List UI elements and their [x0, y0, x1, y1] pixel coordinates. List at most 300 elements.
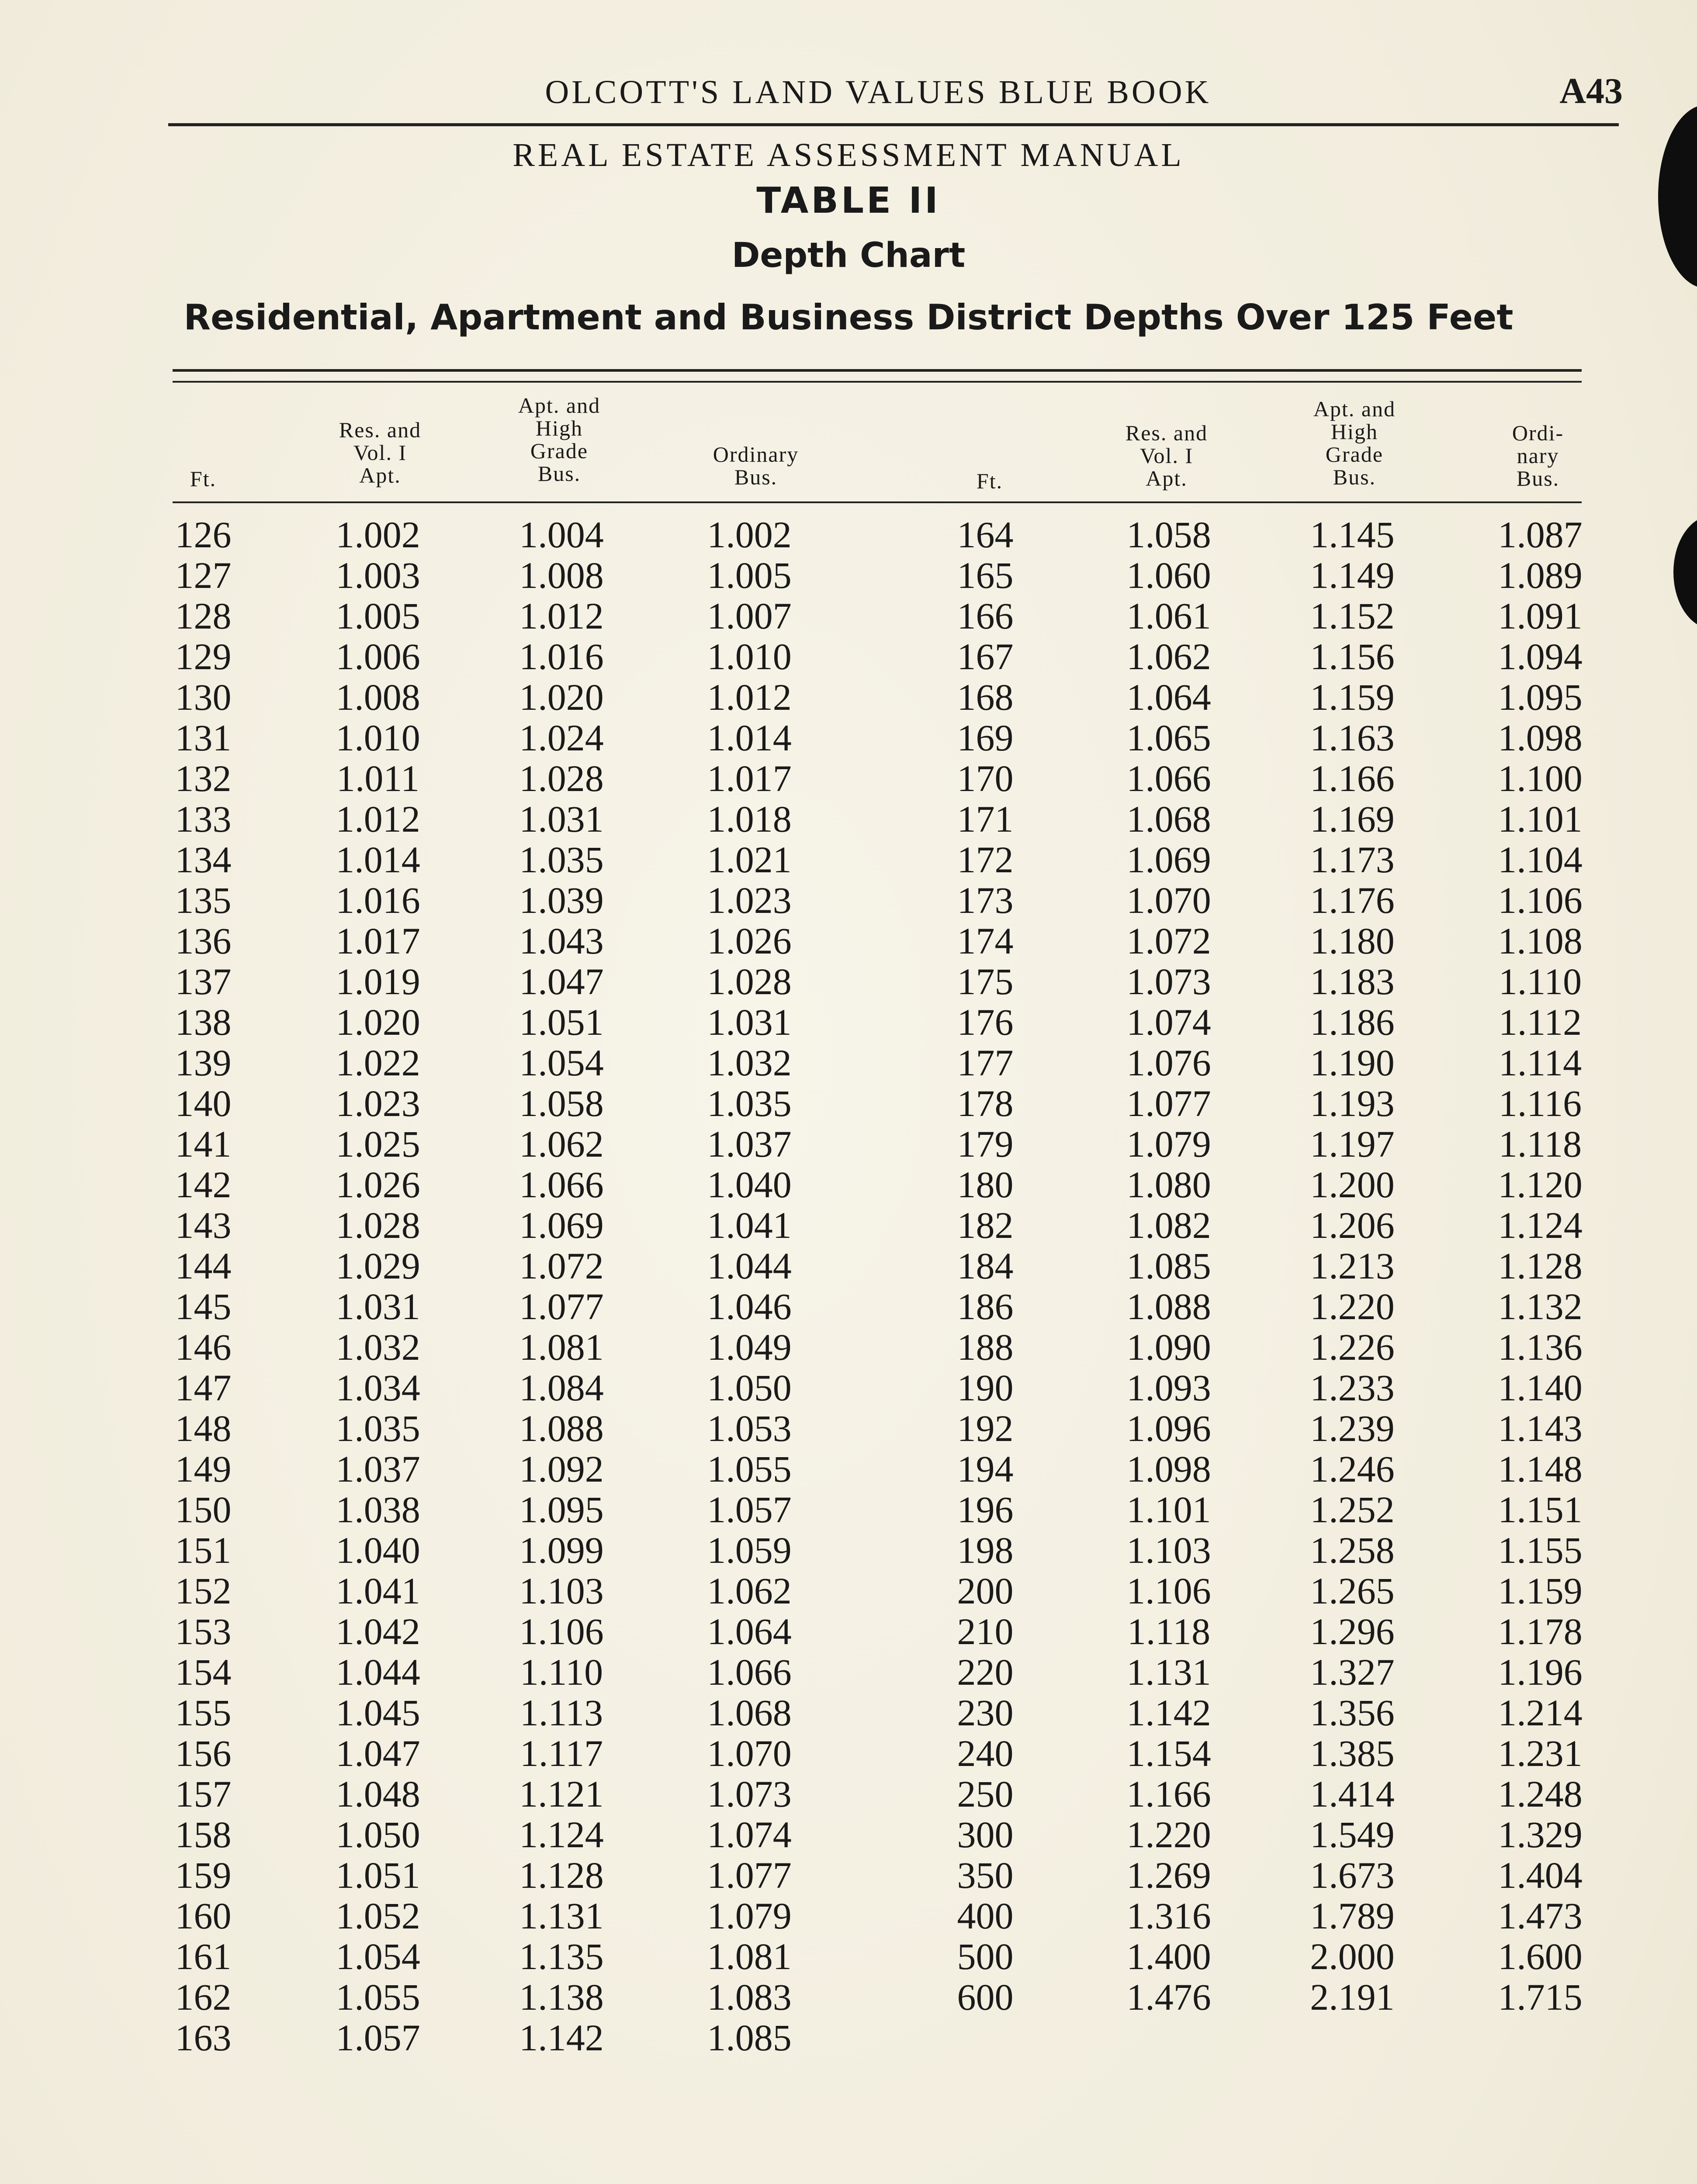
ordinary-bus-cell: 1.106	[1498, 879, 1583, 921]
depth-ft-cell: 167	[957, 636, 1014, 677]
ordinary-bus-cell: 1.404	[1498, 1854, 1583, 1896]
res-apt-cell: 1.031	[336, 1286, 420, 1327]
depth-ft-cell: 500	[957, 1935, 1014, 1977]
col-header-ft-right: Ft.	[976, 469, 1003, 493]
res-apt-cell: 1.077	[1126, 1082, 1211, 1124]
depth-ft-cell: 138	[175, 1001, 232, 1043]
ordinary-bus-cell: 1.083	[707, 1976, 792, 2018]
depth-ft-cell: 166	[957, 595, 1014, 637]
res-apt-cell: 1.166	[1126, 1773, 1211, 1815]
apt-high-grade-cell: 2.000	[1310, 1935, 1395, 1977]
depth-ft-cell: 164	[957, 514, 1014, 556]
ordinary-bus-cell: 1.600	[1498, 1935, 1583, 1977]
res-apt-cell: 1.476	[1126, 1976, 1211, 2018]
res-apt-cell: 1.055	[336, 1976, 420, 2018]
res-apt-cell: 1.035	[336, 1407, 420, 1449]
depth-ft-cell: 220	[957, 1651, 1014, 1693]
apt-high-grade-cell: 1.113	[519, 1692, 603, 1734]
ordinary-bus-cell: 1.040	[707, 1164, 792, 1206]
res-apt-cell: 1.003	[336, 554, 420, 596]
depth-ft-cell: 152	[175, 1570, 232, 1612]
res-apt-cell: 1.028	[336, 1204, 420, 1246]
res-apt-cell: 1.005	[336, 595, 420, 637]
res-apt-cell: 1.072	[1126, 920, 1211, 962]
apt-high-grade-cell: 1.197	[1310, 1123, 1395, 1165]
res-apt-cell: 1.012	[336, 798, 420, 840]
res-apt-cell: 1.073	[1126, 961, 1211, 1002]
apt-high-grade-cell: 1.020	[519, 676, 604, 718]
depth-ft-cell: 180	[957, 1164, 1014, 1206]
depth-ft-cell: 144	[175, 1245, 232, 1287]
depth-ft-cell: 137	[175, 961, 232, 1002]
apt-high-grade-cell: 1.047	[519, 961, 604, 1002]
apt-high-grade-cell: 1.156	[1310, 636, 1395, 677]
res-apt-cell: 1.040	[336, 1529, 420, 1571]
res-apt-cell: 1.019	[336, 961, 420, 1002]
col-header-apt-left: Apt. and High Grade Bus.	[518, 393, 601, 486]
res-apt-cell: 1.070	[1126, 879, 1211, 921]
depth-ft-cell: 230	[957, 1692, 1014, 1734]
depth-ft-cell: 184	[957, 1245, 1014, 1287]
res-apt-cell: 1.065	[1126, 717, 1211, 759]
depth-ft-cell: 240	[957, 1732, 1014, 1774]
apt-high-grade-cell: 1.213	[1310, 1245, 1395, 1287]
res-apt-cell: 1.050	[336, 1814, 420, 1856]
depth-ft-cell: 194	[957, 1448, 1014, 1490]
ordinary-bus-cell: 1.031	[707, 1001, 792, 1043]
res-apt-cell: 1.047	[336, 1732, 420, 1774]
apt-high-grade-cell: 1.066	[519, 1164, 604, 1206]
column-header-rule	[173, 501, 1582, 503]
res-apt-cell: 1.044	[336, 1651, 420, 1693]
depth-ft-cell: 150	[175, 1489, 232, 1531]
ordinary-bus-cell: 1.068	[707, 1692, 792, 1734]
ordinary-bus-cell: 1.077	[707, 1854, 792, 1896]
res-apt-cell: 1.020	[336, 1001, 420, 1043]
apt-high-grade-cell: 1.051	[519, 1001, 604, 1043]
depth-ft-cell: 182	[957, 1204, 1014, 1246]
apt-high-grade-cell: 1.043	[519, 920, 604, 962]
apt-high-grade-cell: 1.138	[519, 1976, 604, 2018]
ordinary-bus-cell: 1.018	[707, 798, 792, 840]
depth-ft-cell: 132	[175, 757, 232, 799]
depth-ft-cell: 175	[957, 961, 1014, 1002]
apt-high-grade-cell: 1.092	[519, 1448, 604, 1490]
res-apt-cell: 1.154	[1126, 1732, 1211, 1774]
ordinary-bus-cell: 1.128	[1498, 1245, 1583, 1287]
depth-ft-cell: 400	[957, 1895, 1014, 1937]
res-apt-cell: 1.096	[1126, 1407, 1211, 1449]
res-apt-cell: 1.269	[1126, 1854, 1211, 1896]
res-apt-cell: 1.060	[1126, 554, 1211, 596]
res-apt-cell: 1.066	[1126, 757, 1211, 799]
ordinary-bus-cell: 1.032	[707, 1042, 792, 1084]
apt-high-grade-cell: 1.016	[519, 636, 604, 677]
col-header-apt-right: Apt. and High Grade Bus.	[1313, 397, 1396, 489]
apt-high-grade-cell: 1.385	[1310, 1732, 1395, 1774]
apt-high-grade-cell: 1.012	[519, 595, 604, 637]
depth-ft-cell: 136	[175, 920, 232, 962]
ordinary-bus-cell: 1.007	[707, 595, 792, 637]
ordinary-bus-cell: 1.074	[707, 1814, 792, 1856]
apt-high-grade-cell: 1.008	[519, 554, 604, 596]
apt-high-grade-cell: 1.069	[519, 1204, 604, 1246]
depth-ft-cell: 159	[175, 1854, 232, 1896]
apt-high-grade-cell: 1.220	[1310, 1286, 1395, 1327]
table-top-rule-thin	[173, 381, 1582, 383]
ordinary-bus-cell: 1.095	[1498, 676, 1583, 718]
apt-high-grade-cell: 1.159	[1310, 676, 1395, 718]
ordinary-bus-cell: 1.155	[1498, 1529, 1583, 1571]
res-apt-cell: 1.220	[1126, 1814, 1211, 1856]
res-apt-cell: 1.010	[336, 717, 420, 759]
apt-high-grade-cell: 1.028	[519, 757, 604, 799]
res-apt-cell: 1.006	[336, 636, 420, 677]
ordinary-bus-cell: 1.028	[707, 961, 792, 1002]
apt-high-grade-cell: 1.190	[1310, 1042, 1395, 1084]
depth-ft-cell: 148	[175, 1407, 232, 1449]
apt-high-grade-cell: 1.673	[1310, 1854, 1395, 1896]
col-header-res-left: Res. and Vol. I Apt.	[339, 418, 422, 487]
ordinary-bus-cell: 1.014	[707, 717, 792, 759]
res-apt-cell: 1.062	[1126, 636, 1211, 677]
res-apt-cell: 1.069	[1126, 839, 1211, 881]
ordinary-bus-cell: 1.005	[707, 554, 792, 596]
col-header-ft-left: Ft.	[190, 467, 217, 491]
res-apt-cell: 1.074	[1126, 1001, 1211, 1043]
res-apt-cell: 1.054	[336, 1935, 420, 1977]
res-apt-cell: 1.090	[1126, 1326, 1211, 1368]
apt-high-grade-cell: 1.193	[1310, 1082, 1395, 1124]
res-apt-cell: 1.131	[1126, 1651, 1211, 1693]
depth-ft-cell: 130	[175, 676, 232, 718]
apt-high-grade-cell: 1.031	[519, 798, 604, 840]
res-apt-cell: 1.142	[1126, 1692, 1211, 1734]
depth-ft-cell: 172	[957, 839, 1014, 881]
ordinary-bus-cell: 1.041	[707, 1204, 792, 1246]
apt-high-grade-cell: 1.131	[519, 1895, 604, 1937]
depth-ft-cell: 157	[175, 1773, 232, 1815]
res-apt-cell: 1.017	[336, 920, 420, 962]
ordinary-bus-cell: 1.214	[1498, 1692, 1583, 1734]
depth-ft-cell: 350	[957, 1854, 1014, 1896]
res-apt-cell: 1.316	[1126, 1895, 1211, 1937]
depth-ft-cell: 126	[175, 514, 232, 556]
manual-title: REAL ESTATE ASSESSMENT MANUAL	[513, 137, 1184, 173]
apt-high-grade-cell: 1.024	[519, 717, 604, 759]
depth-ft-cell: 140	[175, 1082, 232, 1124]
apt-high-grade-cell: 1.200	[1310, 1164, 1395, 1206]
depth-ft-cell: 160	[175, 1895, 232, 1937]
ordinary-bus-cell: 1.110	[1498, 961, 1582, 1002]
depth-ft-cell: 156	[175, 1732, 232, 1774]
depth-ft-cell: 171	[957, 798, 1014, 840]
apt-high-grade-cell: 1.183	[1310, 961, 1395, 1002]
res-apt-cell: 1.011	[336, 757, 420, 799]
depth-ft-cell: 158	[175, 1814, 232, 1856]
res-apt-cell: 1.025	[336, 1123, 420, 1165]
apt-high-grade-cell: 1.180	[1310, 920, 1395, 962]
ordinary-bus-cell: 1.057	[707, 1489, 792, 1531]
depth-ft-cell: 250	[957, 1773, 1014, 1815]
res-apt-cell: 1.032	[336, 1326, 420, 1368]
apt-high-grade-cell: 1.088	[519, 1407, 604, 1449]
ordinary-bus-cell: 1.108	[1498, 920, 1583, 962]
col-header-ord-left: Ordinary Bus.	[713, 442, 799, 489]
ordinary-bus-cell: 1.053	[707, 1407, 792, 1449]
res-apt-cell: 1.041	[336, 1570, 420, 1612]
apt-high-grade-cell: 1.135	[519, 1935, 604, 1977]
depth-ft-cell: 163	[175, 2017, 232, 2059]
depth-ft-cell: 149	[175, 1448, 232, 1490]
ordinary-bus-cell: 1.248	[1498, 1773, 1583, 1815]
res-apt-cell: 1.051	[336, 1854, 420, 1896]
ordinary-bus-cell: 1.112	[1498, 1001, 1582, 1043]
res-apt-cell: 1.052	[336, 1895, 420, 1937]
apt-high-grade-cell: 1.186	[1310, 1001, 1395, 1043]
ordinary-bus-cell: 1.120	[1498, 1164, 1583, 1206]
apt-high-grade-cell: 1.149	[1310, 554, 1395, 596]
apt-high-grade-cell: 1.327	[1310, 1651, 1395, 1693]
ordinary-bus-cell: 1.017	[707, 757, 792, 799]
apt-high-grade-cell: 1.054	[519, 1042, 604, 1084]
ordinary-bus-cell: 1.114	[1498, 1042, 1582, 1084]
ordinary-bus-cell: 1.046	[707, 1286, 792, 1327]
apt-high-grade-cell: 1.163	[1310, 717, 1395, 759]
res-apt-cell: 1.048	[336, 1773, 420, 1815]
depth-ft-cell: 200	[957, 1570, 1014, 1612]
ordinary-bus-cell: 1.070	[707, 1732, 792, 1774]
running-title: OLCOTT'S LAND VALUES BLUE BOOK	[545, 74, 1212, 111]
res-apt-cell: 1.037	[336, 1448, 420, 1490]
apt-high-grade-cell: 1.117	[519, 1732, 603, 1774]
depth-ft-cell: 155	[175, 1692, 232, 1734]
depth-ft-cell: 178	[957, 1082, 1014, 1124]
ordinary-bus-cell: 1.104	[1498, 839, 1583, 881]
res-apt-cell: 1.093	[1126, 1367, 1211, 1409]
depth-ft-cell: 129	[175, 636, 232, 677]
depth-ft-cell: 153	[175, 1610, 232, 1652]
depth-ft-cell: 186	[957, 1286, 1014, 1327]
res-apt-cell: 1.058	[1126, 514, 1211, 556]
apt-high-grade-cell: 1.233	[1310, 1367, 1395, 1409]
depth-ft-cell: 196	[957, 1489, 1014, 1531]
apt-high-grade-cell: 1.549	[1310, 1814, 1395, 1856]
res-apt-cell: 1.045	[336, 1692, 420, 1734]
ordinary-bus-cell: 1.151	[1498, 1489, 1583, 1531]
ordinary-bus-cell: 1.085	[707, 2017, 792, 2059]
apt-high-grade-cell: 1.173	[1310, 839, 1395, 881]
apt-high-grade-cell: 1.252	[1310, 1489, 1395, 1531]
apt-high-grade-cell: 1.110	[519, 1651, 603, 1693]
res-apt-cell: 1.057	[336, 2017, 420, 2059]
apt-high-grade-cell: 1.166	[1310, 757, 1395, 799]
depth-ft-cell: 154	[175, 1651, 232, 1693]
res-apt-cell: 1.022	[336, 1042, 420, 1084]
col-header-ord-right: Ordi- nary Bus.	[1512, 421, 1564, 491]
depth-ft-cell: 300	[957, 1814, 1014, 1856]
apt-high-grade-cell: 1.077	[519, 1286, 604, 1327]
ordinary-bus-cell: 1.136	[1498, 1326, 1583, 1368]
ordinary-bus-cell: 1.140	[1498, 1367, 1583, 1409]
res-apt-cell: 1.103	[1126, 1529, 1211, 1571]
ordinary-bus-cell: 1.073	[707, 1773, 792, 1815]
depth-ft-cell: 600	[957, 1976, 1014, 2018]
chart-title: Depth Chart	[731, 236, 966, 275]
depth-ft-cell: 143	[175, 1204, 232, 1246]
ordinary-bus-cell: 1.231	[1498, 1732, 1583, 1774]
res-apt-cell: 1.118	[1127, 1610, 1211, 1652]
res-apt-cell: 1.088	[1126, 1286, 1211, 1327]
apt-high-grade-cell: 1.106	[519, 1610, 604, 1652]
depth-ft-cell: 198	[957, 1529, 1014, 1571]
res-apt-cell: 1.016	[336, 879, 420, 921]
ordinary-bus-cell: 1.118	[1498, 1123, 1582, 1165]
ordinary-bus-cell: 1.037	[707, 1123, 792, 1165]
apt-high-grade-cell: 1.356	[1310, 1692, 1395, 1734]
ordinary-bus-cell: 1.196	[1498, 1651, 1583, 1693]
ordinary-bus-cell: 1.066	[707, 1651, 792, 1693]
ordinary-bus-cell: 1.023	[707, 879, 792, 921]
ordinary-bus-cell: 1.026	[707, 920, 792, 962]
apt-high-grade-cell: 1.084	[519, 1367, 604, 1409]
ordinary-bus-cell: 1.329	[1498, 1814, 1583, 1856]
apt-high-grade-cell: 1.035	[519, 839, 604, 881]
apt-high-grade-cell: 1.128	[519, 1854, 604, 1896]
apt-high-grade-cell: 1.095	[519, 1489, 604, 1531]
res-apt-cell: 1.064	[1126, 676, 1211, 718]
table-top-rule	[173, 369, 1582, 372]
apt-high-grade-cell: 1.072	[519, 1245, 604, 1287]
ordinary-bus-cell: 1.178	[1498, 1610, 1583, 1652]
ordinary-bus-cell: 1.010	[707, 636, 792, 677]
depth-ft-cell: 161	[175, 1935, 232, 1977]
depth-ft-cell: 146	[175, 1326, 232, 1368]
depth-ft-cell: 174	[957, 920, 1014, 962]
ordinary-bus-cell: 1.143	[1498, 1407, 1583, 1449]
res-apt-cell: 1.080	[1126, 1164, 1211, 1206]
ordinary-bus-cell: 1.715	[1498, 1976, 1583, 2018]
apt-high-grade-cell: 2.191	[1310, 1976, 1395, 2018]
table-subtitle: Residential, Apartment and Business District Depths Over 125 Feet	[184, 297, 1513, 338]
depth-ft-cell: 170	[957, 757, 1014, 799]
apt-high-grade-cell: 1.124	[519, 1814, 604, 1856]
ordinary-bus-cell: 1.021	[707, 839, 792, 881]
ordinary-bus-cell: 1.079	[707, 1895, 792, 1937]
res-apt-cell: 1.106	[1126, 1570, 1211, 1612]
header-rule	[168, 123, 1619, 126]
res-apt-cell: 1.008	[336, 676, 420, 718]
apt-high-grade-cell: 1.226	[1310, 1326, 1395, 1368]
apt-high-grade-cell: 1.789	[1310, 1895, 1395, 1937]
apt-high-grade-cell: 1.176	[1310, 879, 1395, 921]
depth-ft-cell: 169	[957, 717, 1014, 759]
apt-high-grade-cell: 1.099	[519, 1529, 604, 1571]
ordinary-bus-cell: 1.050	[707, 1367, 792, 1409]
depth-ft-cell: 173	[957, 879, 1014, 921]
res-apt-cell: 1.085	[1126, 1245, 1211, 1287]
res-apt-cell: 1.026	[336, 1164, 420, 1206]
depth-ft-cell: 177	[957, 1042, 1014, 1084]
ordinary-bus-cell: 1.101	[1498, 798, 1583, 840]
res-apt-cell: 1.076	[1126, 1042, 1211, 1084]
ordinary-bus-cell: 1.064	[707, 1610, 792, 1652]
ordinary-bus-cell: 1.091	[1498, 595, 1583, 637]
apt-high-grade-cell: 1.414	[1310, 1773, 1395, 1815]
table-title: TABLE II	[756, 180, 941, 221]
depth-ft-cell: 168	[957, 676, 1014, 718]
ordinary-bus-cell: 1.087	[1498, 514, 1583, 556]
depth-ft-cell: 139	[175, 1042, 232, 1084]
res-apt-cell: 1.002	[336, 514, 420, 556]
apt-high-grade-cell: 1.145	[1310, 514, 1395, 556]
ordinary-bus-cell: 1.059	[707, 1529, 792, 1571]
res-apt-cell: 1.098	[1126, 1448, 1211, 1490]
ordinary-bus-cell: 1.473	[1498, 1895, 1583, 1937]
apt-high-grade-cell: 1.121	[519, 1773, 604, 1815]
ordinary-bus-cell: 1.159	[1498, 1570, 1583, 1612]
col-header-res-right: Res. and Vol. I Apt.	[1125, 421, 1208, 491]
depth-ft-cell: 190	[957, 1367, 1014, 1409]
depth-ft-cell: 128	[175, 595, 232, 637]
apt-high-grade-cell: 1.265	[1310, 1570, 1395, 1612]
depth-ft-cell: 165	[957, 554, 1014, 596]
ordinary-bus-cell: 1.089	[1498, 554, 1583, 596]
depth-ft-cell: 162	[175, 1976, 232, 2018]
depth-ft-cell: 176	[957, 1001, 1014, 1043]
ordinary-bus-cell: 1.098	[1498, 717, 1583, 759]
ordinary-bus-cell: 1.116	[1498, 1082, 1582, 1124]
depth-ft-cell: 134	[175, 839, 232, 881]
depth-ft-cell: 179	[957, 1123, 1014, 1165]
ordinary-bus-cell: 1.044	[707, 1245, 792, 1287]
res-apt-cell: 1.400	[1126, 1935, 1211, 1977]
apt-high-grade-cell: 1.058	[519, 1082, 604, 1124]
apt-high-grade-cell: 1.296	[1310, 1610, 1395, 1652]
apt-high-grade-cell: 1.258	[1310, 1529, 1395, 1571]
res-apt-cell: 1.068	[1126, 798, 1211, 840]
ordinary-bus-cell: 1.049	[707, 1326, 792, 1368]
res-apt-cell: 1.023	[336, 1082, 420, 1124]
apt-high-grade-cell: 1.039	[519, 879, 604, 921]
depth-ft-cell: 133	[175, 798, 232, 840]
apt-high-grade-cell: 1.246	[1310, 1448, 1395, 1490]
res-apt-cell: 1.038	[336, 1489, 420, 1531]
apt-high-grade-cell: 1.142	[519, 2017, 604, 2059]
ordinary-bus-cell: 1.132	[1498, 1286, 1583, 1327]
depth-ft-cell: 131	[175, 717, 232, 759]
res-apt-cell: 1.042	[336, 1610, 420, 1652]
page-number: A43	[1559, 71, 1623, 111]
depth-ft-cell: 127	[175, 554, 232, 596]
depth-ft-cell: 188	[957, 1326, 1014, 1368]
ordinary-bus-cell: 1.124	[1498, 1204, 1583, 1246]
res-apt-cell: 1.101	[1126, 1489, 1211, 1531]
apt-high-grade-cell: 1.004	[519, 514, 604, 556]
depth-ft-cell: 141	[175, 1123, 232, 1165]
ordinary-bus-cell: 1.148	[1498, 1448, 1583, 1490]
ordinary-bus-cell: 1.012	[707, 676, 792, 718]
apt-high-grade-cell: 1.206	[1310, 1204, 1395, 1246]
res-apt-cell: 1.014	[336, 839, 420, 881]
res-apt-cell: 1.029	[336, 1245, 420, 1287]
depth-ft-cell: 192	[957, 1407, 1014, 1449]
ordinary-bus-cell: 1.094	[1498, 636, 1583, 677]
ordinary-bus-cell: 1.062	[707, 1570, 792, 1612]
res-apt-cell: 1.034	[336, 1367, 420, 1409]
apt-high-grade-cell: 1.103	[519, 1570, 604, 1612]
ordinary-bus-cell: 1.081	[707, 1935, 792, 1977]
